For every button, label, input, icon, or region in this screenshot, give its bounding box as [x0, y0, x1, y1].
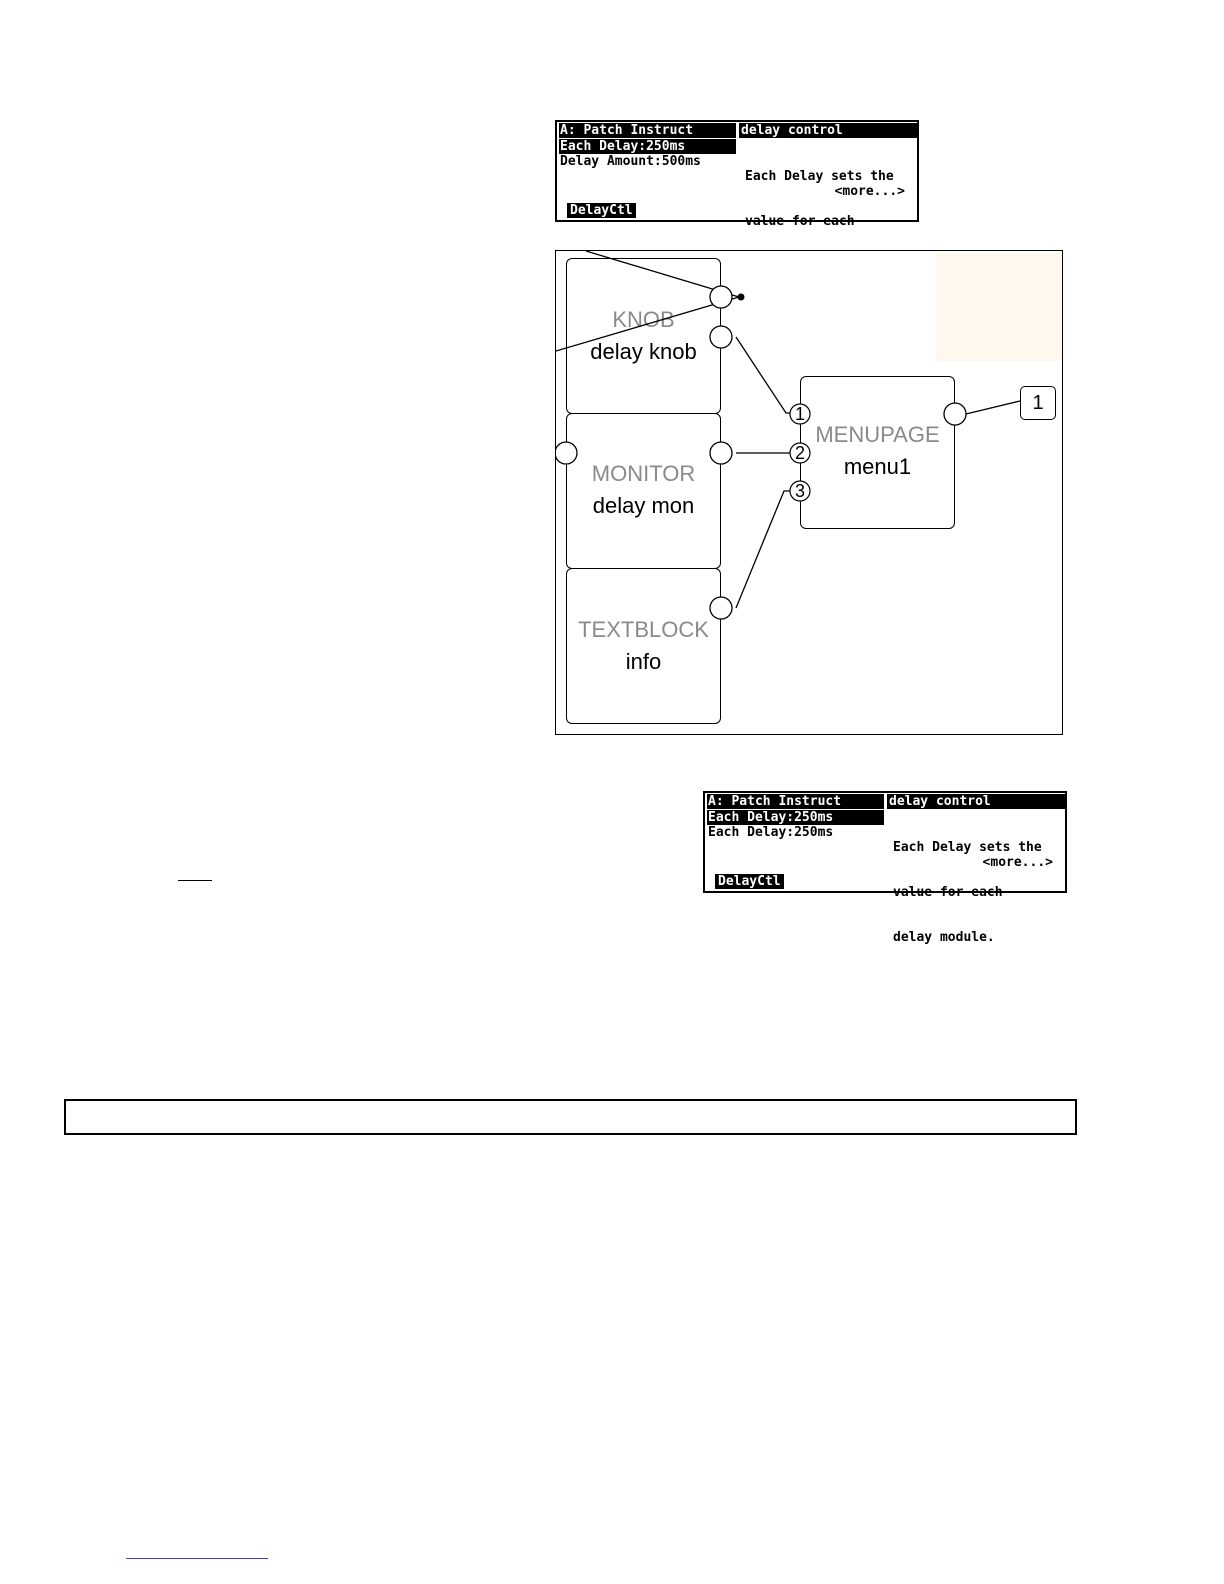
underline-mark	[178, 880, 212, 881]
module-type: MONITOR	[591, 461, 696, 486]
lcd-param[interactable]: Each Delay:250ms	[708, 825, 834, 840]
output-node[interactable]: 1	[1020, 386, 1056, 420]
wires-layer	[556, 251, 1063, 735]
wire	[736, 337, 796, 413]
lcd-help-text: Each Delay sets the value for each delay module.	[893, 840, 1042, 945]
lcd-help-title: delay control	[739, 123, 917, 138]
lcd-selected-param[interactable]: Each Delay:250ms	[707, 810, 884, 825]
output-port	[710, 442, 732, 464]
port-label: 2	[794, 443, 806, 463]
lcd-title: A: Patch Instruct	[559, 123, 736, 138]
lcd-selected-param[interactable]: Each Delay:250ms	[559, 139, 736, 154]
lcd-title: A: Patch Instruct	[707, 794, 884, 809]
lcd-more-link[interactable]: <more...>	[982, 855, 1053, 870]
output-port	[944, 403, 966, 425]
input-port	[556, 442, 577, 464]
lcd-param[interactable]: Delay Amount:500ms	[560, 154, 701, 169]
port-label: 3	[794, 481, 806, 501]
lcd-softkey[interactable]: DelayCtl	[715, 874, 784, 889]
footnote-link-underline[interactable]	[126, 1558, 268, 1559]
module-type: KNOB	[612, 307, 675, 332]
boxed-bar	[64, 1099, 1077, 1135]
module-type: TEXTBLOCK	[578, 617, 709, 642]
module-name: info	[625, 649, 662, 674]
input-port	[710, 286, 732, 308]
patch-diagram	[555, 250, 1063, 735]
lcd-screen-bottom	[703, 791, 1067, 945]
wire	[966, 401, 1020, 414]
module-type: MENUPAGE	[815, 422, 940, 447]
output-port	[710, 326, 732, 348]
wire-endpoint	[738, 294, 745, 301]
wire	[736, 491, 796, 608]
lcd-more-link[interactable]: <more...>	[834, 184, 905, 199]
lcd-help-text: Each Delay sets the value for each	[745, 169, 894, 229]
module-name: delay mon	[592, 493, 695, 518]
lcd-screen-top	[555, 120, 919, 229]
port-label: 1	[794, 404, 806, 424]
module-name: menu1	[843, 454, 912, 479]
lcd-help-title: delay control	[887, 794, 1065, 809]
module-name: delay knob	[590, 339, 697, 364]
lcd-softkey[interactable]: DelayCtl	[567, 203, 636, 218]
output-port	[710, 597, 732, 619]
